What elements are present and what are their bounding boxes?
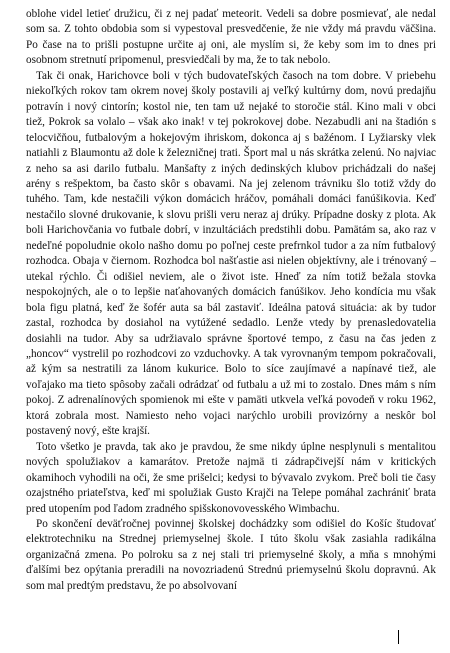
paragraph-3: Toto všetko je pravda, tak ako je pravdou, že sme nikdy úplne nesplynuli s mentalitou nových spolužiakov a kamarátov. Pretože najmä ti zádrapčivejší nám v kritických okamihoch vyhodili na oči, že sme prišelci; kedysi to bývavalo zvykom. Preč boli tie časy ozajstného priateľstva, keď mi spolužiak Gusto Krajči na Telepe pomáhal zachrániť brata pred utopením pod ľadom zradného spišskonovovesského Wimbachu. bbox=[26, 440, 436, 515]
paragraph-1: oblohe videl letieť družicu, či z nej padať meteorit. Vedeli sa dobre posmievať, ale nedal som sa. Z tohto obdobia som si vypestoval presvedčenie, že nie vždy má pravdu väčšina. Po čase na to prišli postupne určite aj oni, ale myslím si, že keby som im to dnes pri osobnom stretnutí pripomenul, presviedčali by ma, že to tak nebolo. bbox=[26, 8, 436, 67]
paragraph-4: Po skončení deväťročnej povinnej školskej dochádzky som odišiel do Košíc študovať elektrotechniku na Strednej priemyselnej škole. I túto školu však zasiahla radikálna organizačná zmena. Po polroku sa z nej stali tri priemyselné školy, a mňa s mnohými ďalšími bez opýtania preradili na novozriadenú Strednú priemyselnú školu dopravnú. Ak som mal predtým predstavu, že po absolvovaní bbox=[26, 517, 436, 592]
text-cursor bbox=[398, 630, 399, 644]
paragraph-2: Tak či onak, Harichovce boli v tých budovateľských časoch na tom dobre. V priebehu niekoľkých rokov tam okrem novej školy postavili aj veľký kultúrny dom, novú predajňu potravín i nový cintorín; kostol nie, ten tam už nejaké to storočie stál. Kino mali v obci tiež, Pokrok sa volalo – však ako inak! v tej pokrokovej dobe. Nezabudli ani na štadión s telocvičňou, futbalovým a hokejovým ihriskom, dokonca aj s bažénom. I Lyžiarsky vlek natiahli z Blaumontu až dole k železničnej trati. Šport mal u nás skrátka zelenú. No najviac z neho sa asi darilo futbalu. Manšafty z iných dedinských klubov prichádzali do našej arény s rešpektom, ba často skôr s obavami. Na jej zelenom trávniku šlo totiž vždy do tuhého. Tam, kde nestačili výkon domácich hráčov, pomáhali domáci fanúšikovia. Keď nestačilo slovné drukovanie, k slovu prišli veru neraz aj drúky. Prípadne dosky z plota. Ak boli Harichovčania vo futbale dobrí, v inzultáciách predstihli dobu. Pamätám sa, ako raz v nedeľné popoludnie okolo našho domu po poľnej ceste prefrnkol tudor a za ním futbalový rozhodca. Obaja v čiernom. Rozhodca bol našťastie asi nielen objektívny, ale i trénovaný – utekal rýchlo. Či odišiel neviem, ale o život iste. Hneď za ním totiž bežala stovka nespokojných, ale o to lepšie naťahovaných domácich fanúšikov. Jeho kondícia mu však bola figu platná, keď že šofér auta sa bál zastaviť. Ideálna patová situácia: ak by tudor zastal, rozhodca by dosiahol na vytúžené sedadlo. Lenže vtedy by prenasledovatelia dosiahli na tudor. Aby sa udržiavalo správne športové tempo, z času na čas jeden z „honcov“ vystrelil po rozhodcovi zo vzduchovky. A tak vyrovnaným tempom pokračovali, až kým sa nestratili za lánom kukurice. Bolo to síce zaujímavé a napínavé tiež, ale voľajako ma tieto spôsoby začali odrádzať od futbalu a už mi to zostalo. Dnes mám s ním pokoj. Z adrenalínových spomienok mi ešte v pamäti utkvela veľká povodeň v roku 1962, ktorá zobrala most. Namiesto neho vojaci narýchlo urobili provizórny a neskôr bol postavený nový, ešte krajší. bbox=[26, 69, 436, 438]
